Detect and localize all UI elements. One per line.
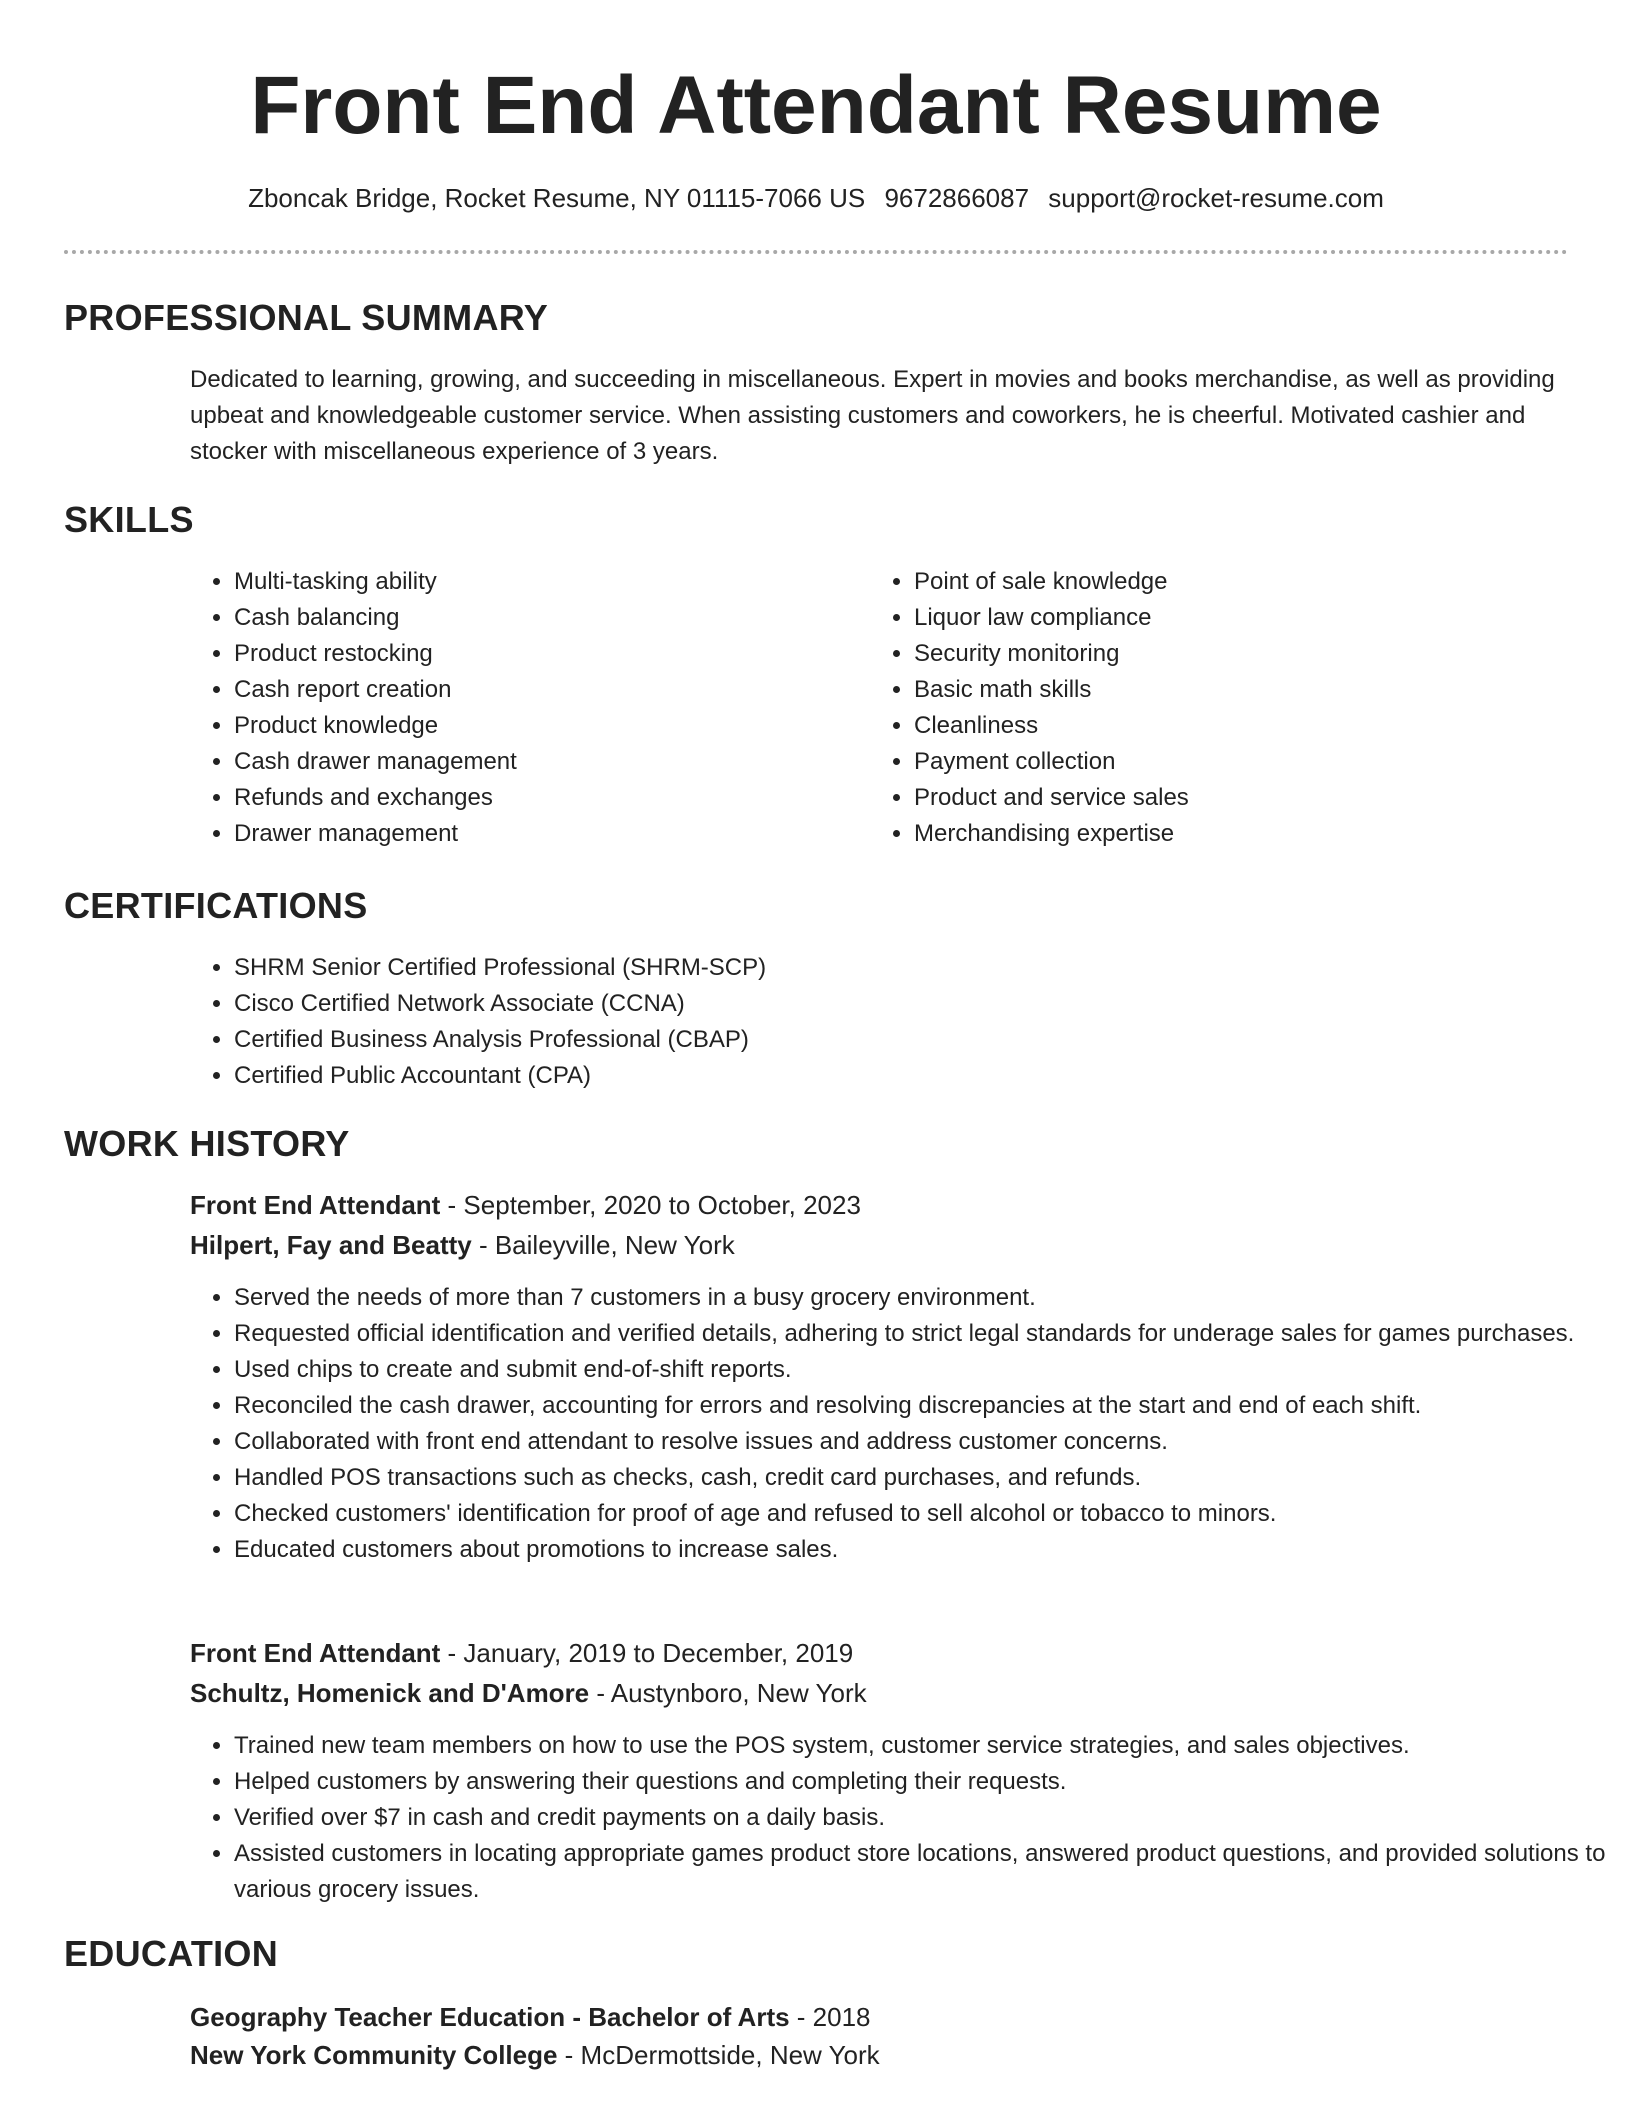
job-1-title-line — [190, 1186, 861, 1224]
job-bullet: • Handled POS transactions such as checks, cash, credit card purchases, and refunds. — [234, 1460, 1614, 1496]
education-school-line — [190, 2036, 880, 2074]
education-school: New York Community College — [190, 2040, 558, 2070]
skill-item: • Multi-tasking ability — [234, 564, 874, 600]
job-1-location: - Baileyville, New York — [471, 1230, 735, 1260]
skill-item: • Security monitoring — [914, 636, 1554, 672]
skill-item: • Cleanliness — [914, 708, 1554, 744]
education-degree-line — [190, 1998, 871, 2036]
certification-item: • Certified Business Analysis Professional (CBAP) — [234, 1022, 1614, 1058]
job-bullet: • Reconciled the cash drawer, accounting for errors and resolving discrepancies at the start and end of each shift. — [234, 1388, 1614, 1424]
contact-line — [0, 180, 1632, 216]
skill-item: • Payment collection — [914, 744, 1554, 780]
job-bullet: • Verified over $7 in cash and credit payments on a daily basis. — [234, 1800, 1614, 1836]
job-1-company-line — [190, 1226, 735, 1264]
skill-item: • Product restocking — [234, 636, 874, 672]
skills-list-right — [870, 564, 1554, 852]
summary-heading: PROFESSIONAL SUMMARY — [64, 297, 549, 338]
summary-text: Dedicated to learning, growing, and succeeding in miscellaneous. Expert in movies and books merchandise, as well as providing upbeat and knowledgeable customer service. When assisting customers and coworkers, he is cheerful. Motivated cashier and stocker with miscellaneous experience of 3 years. — [190, 366, 1555, 465]
job-2-company-line — [190, 1674, 867, 1712]
skill-item: • Basic math skills — [914, 672, 1554, 708]
job-bullet: • Served the needs of more than 7 customers in a busy grocery environment. — [234, 1280, 1614, 1316]
certification-item: • Cisco Certified Network Associate (CCNA) — [234, 986, 1614, 1022]
skill-item: • Product and service sales — [914, 780, 1554, 816]
skill-item: • Merchandising expertise — [914, 816, 1554, 852]
job-bullet: • Trained new team members on how to use the POS system, customer service strategies, and sales objectives. — [234, 1728, 1614, 1764]
job-2-bullets — [190, 1728, 1614, 1908]
education-heading: EDUCATION — [64, 1933, 279, 1974]
job-bullet: • Checked customers' identification for proof of age and refused to sell alcohol or tobacco to minors. — [234, 1496, 1614, 1532]
job-bullet: • Collaborated with front end attendant to resolve issues and address customer concerns. — [234, 1424, 1614, 1460]
skills-list-left — [190, 564, 874, 852]
skill-item: • Liquor law compliance — [914, 600, 1554, 636]
certifications-heading: CERTIFICATIONS — [64, 885, 368, 926]
education-location: - McDermottside, New York — [557, 2040, 880, 2070]
education-degree: Geography Teacher Education - Bachelor of Arts — [190, 2002, 790, 2032]
job-2-dates: - January, 2019 to December, 2019 — [440, 1638, 854, 1668]
skills-heading: SKILLS — [64, 499, 194, 540]
skill-item: • Refunds and exchanges — [234, 780, 874, 816]
job-2-role: Front End Attendant — [190, 1638, 441, 1668]
job-bullet: • Used chips to create and submit end-of-shift reports. — [234, 1352, 1614, 1388]
job-2-company: Schultz, Homenick and D'Amore — [190, 1678, 590, 1708]
education-year: - 2018 — [789, 2002, 871, 2032]
job-1-role: Front End Attendant — [190, 1190, 441, 1220]
job-bullet: • Assisted customers in locating appropriate games product store locations, answered product questions, and provided solutions to various grocery issues. — [234, 1836, 1614, 1908]
work-history-heading: WORK HISTORY — [64, 1123, 350, 1164]
job-bullet: • Requested official identification and verified details, adhering to strict legal standards for underage sales for games purchases. — [234, 1316, 1614, 1352]
skill-item: • Cash report creation — [234, 672, 874, 708]
certification-item: • Certified Public Accountant (CPA) — [234, 1058, 1614, 1094]
contact-phone: 9672866087 — [884, 183, 1030, 213]
job-1-bullets — [190, 1280, 1614, 1568]
skill-item: • Product knowledge — [234, 708, 874, 744]
job-1-dates: - September, 2020 to October, 2023 — [440, 1190, 861, 1220]
header-divider — [64, 250, 1568, 254]
job-bullet: • Helped customers by answering their questions and completing their requests. — [234, 1764, 1614, 1800]
contact-email: support@rocket-resume.com — [1048, 183, 1384, 213]
skill-item: • Drawer management — [234, 816, 874, 852]
certifications-list — [190, 950, 1614, 1094]
job-bullet: • Educated customers about promotions to increase sales. — [234, 1532, 1614, 1568]
job-2-location: - Austynboro, New York — [589, 1678, 867, 1708]
job-1-company: Hilpert, Fay and Beatty — [190, 1230, 472, 1260]
contact-address: Zboncak Bridge, Rocket Resume, NY 01115-7066 US — [248, 183, 866, 213]
skill-item: • Cash drawer management — [234, 744, 874, 780]
certification-item: • SHRM Senior Certified Professional (SHRM-SCP) — [234, 950, 1614, 986]
skill-item: • Point of sale knowledge — [914, 564, 1554, 600]
job-2-title-line — [190, 1634, 853, 1672]
skill-item: • Cash balancing — [234, 600, 874, 636]
resume-title: Front End Attendant Resume — [250, 60, 1382, 151]
